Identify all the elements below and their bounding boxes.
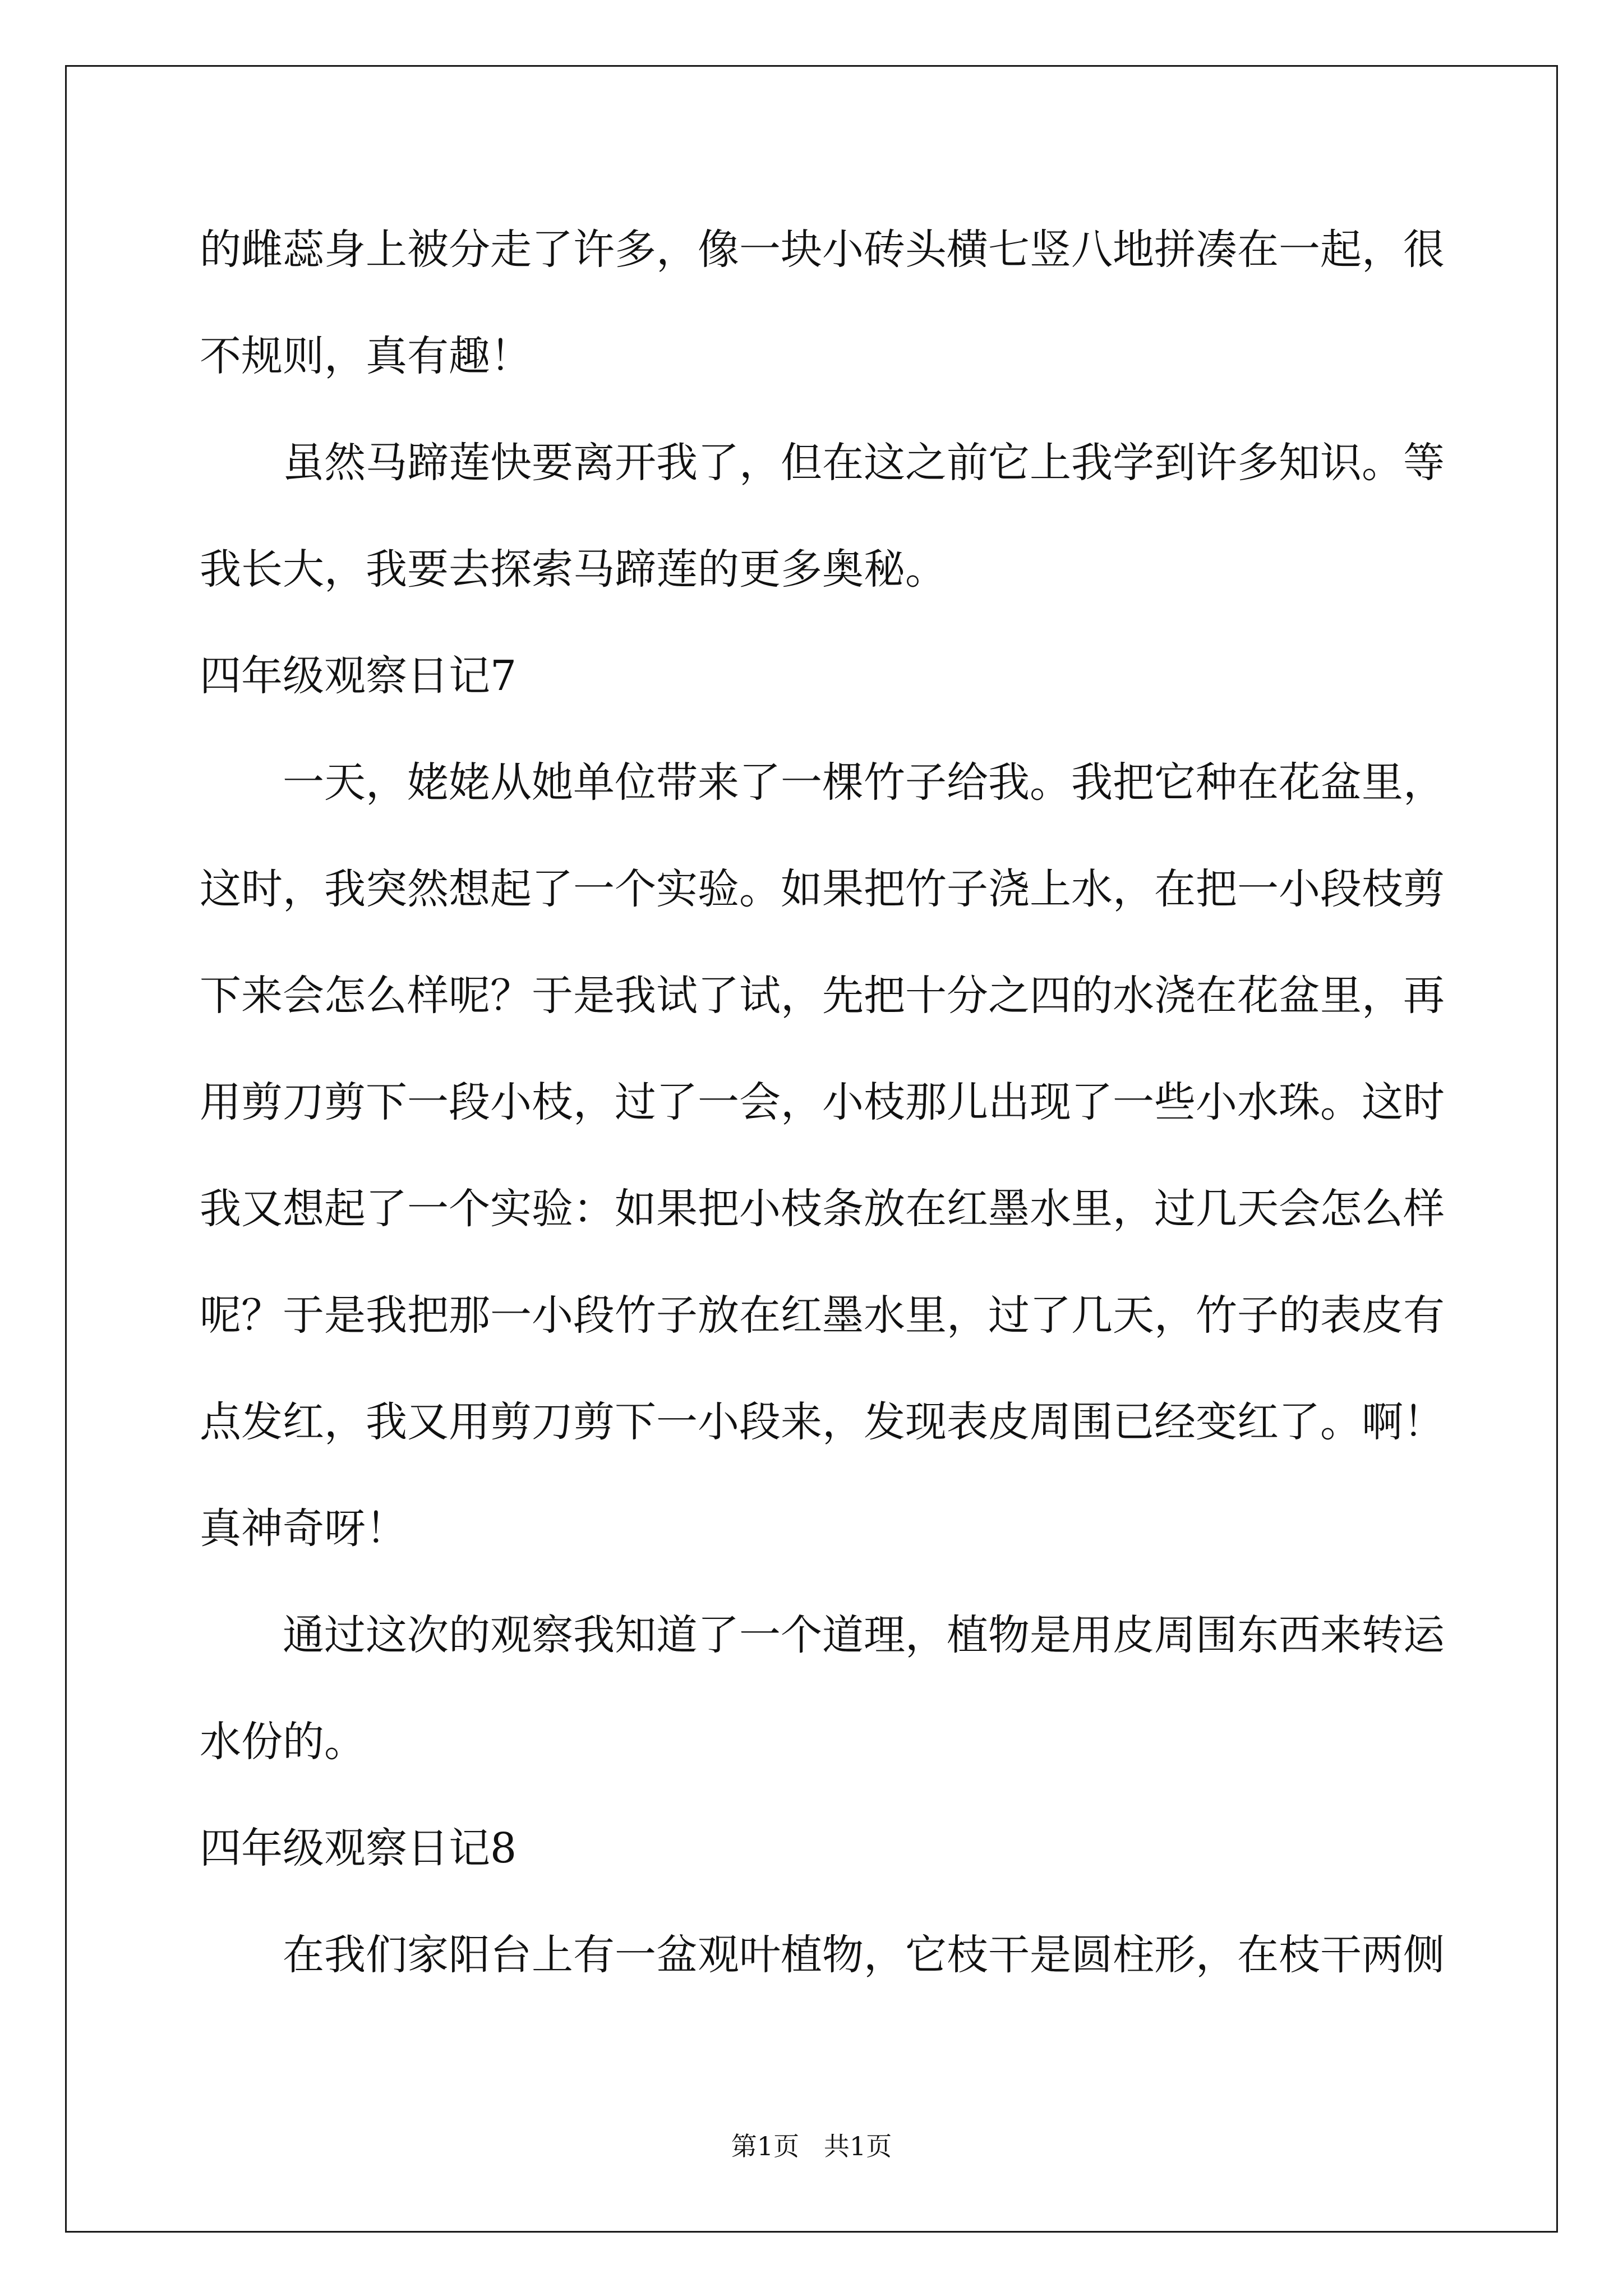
paragraph-line: 在我们家阳台上有一盆观叶植物，它枝干是圆柱形，在枝干两侧 xyxy=(283,1931,1445,1979)
paragraph-line: 点发红，我又用剪刀剪下一小段来，发现表皮周围已经变红了。啊！ xyxy=(200,1398,1445,1446)
paragraph-line: 水份的。 xyxy=(200,1718,366,1766)
document-body xyxy=(200,208,1445,2019)
section-heading: 四年级观察日记8 xyxy=(200,1824,517,1872)
paragraph-line: 虽然马蹄莲快要离开我了，但在这之前它上我学到许多知识。等 xyxy=(283,439,1445,487)
paragraph-line: 下来会怎么样呢？于是我试了试，先把十分之四的水浇在花盆里，再 xyxy=(200,972,1445,1020)
paragraph-line: 通过这次的观察我知道了一个道理，植物是用皮周围东西来转运 xyxy=(283,1611,1445,1659)
paragraph-line: 我又想起了一个实验：如果把小枝条放在红墨水里，过几天会怎么样 xyxy=(200,1185,1445,1233)
paragraph-line: 不规则，真有趣！ xyxy=(200,332,532,380)
paragraph-line: 一天，姥姥从她单位带来了一棵竹子给我。我把它种在花盆里， xyxy=(283,758,1445,807)
page-number-footer: 第1页 共1页 xyxy=(731,2131,892,2161)
paragraph-line: 我长大，我要去探索马蹄莲的更多奥秘。 xyxy=(200,545,947,593)
paragraph-line: 真神奇呀！ xyxy=(200,1504,407,1553)
section-heading: 四年级观察日记7 xyxy=(200,652,517,700)
paragraph-line: 的雌蕊身上被分走了许多，像一块小砖头横七竖八地拼凑在一起，很 xyxy=(200,226,1445,274)
paragraph-line: 这时，我突然想起了一个实验。如果把竹子浇上水，在把一小段枝剪 xyxy=(200,865,1445,913)
paragraph-line: 用剪刀剪下一段小枝，过了一会，小枝那儿出现了一些小水珠。这时 xyxy=(200,1078,1445,1126)
paragraph-line: 呢？于是我把那一小段竹子放在红墨水里，过了几天，竹子的表皮有 xyxy=(200,1291,1445,1340)
